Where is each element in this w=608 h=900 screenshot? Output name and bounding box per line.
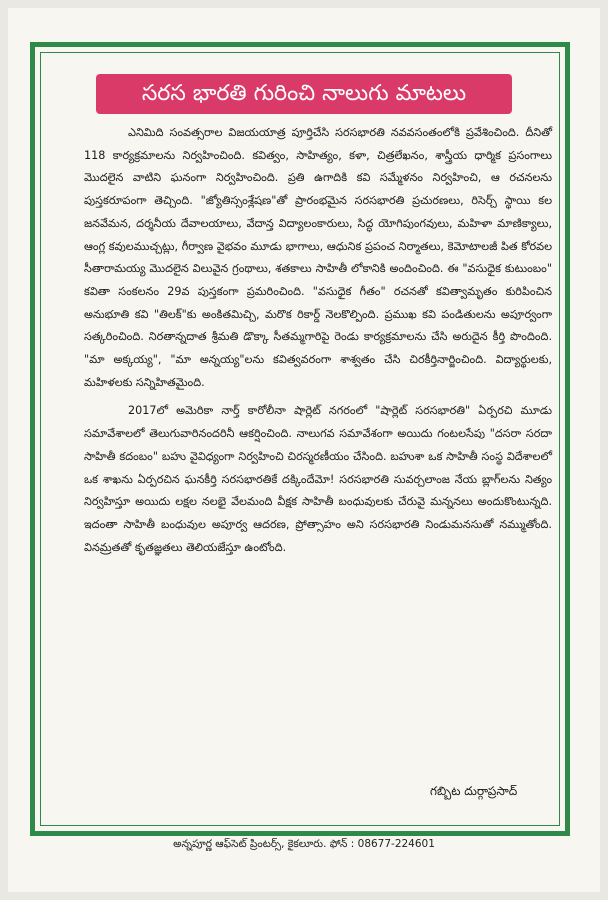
author-signature: గబ్బిట దుర్గాప్రసాద్: [430, 784, 518, 798]
paragraph-2: 2017లో అమెరికా నార్త్ కారోలీనా షార్లెట్ నగరంలో "షార్లెట్ సరసభారతి" ఏర్పరచి మూడు సమావేశాలలో తెలుగువారినందరినీ ఆకర్షించింది. నాలుగవ సమావేశంగా అయిదు గంటలసేపు "దసరా సరదా సాహితీ కదంబం" బహు వైవిధ్యంగా నిర్వహించి చిరస్మరణీయం చేసింది. బహుశా ఒక సాహితీ సంస్థ విదేశాలలో ఒక శాఖను ఏర్పరచిన ఘనకీర్తి సరసభారతికే దక్కిందేమో! సరసభారతి సువర్చలాంజ నేయ బ్లాగ్‌లను నిత్యం నిర్వహిస్తూ అయిదు లక్షల నలభై వేలమంది వీక్షక సాహితీ బంధువులకు చేరువై మన్ననలు అందుకొంటున్నది. ఇదంతా సాహితీ బంధువుల అపూర్వ ఆదరణ, ప్రోత్సాహం అని సరసభారతి నిండుమనసుతో నమ్ముతోంది. వినమ్రతతో కృతజ్ఞతలు తెలియజేస్తూ ఉంటోంది.: [84, 404, 552, 554]
paragraph-1: ఎనిమిది సంవత్సరాల విజయయాత్ర పూర్తిచేసి సరసభారతి నవవసంతంలోకి ప్రవేశించింది. దీనితో 118 కార్యక్రమాలను నిర్వహించింది. కవిత్వం, సాహిత్యం, కళా, చిత్రలేఖనం, శాస్త్రీయ ధార్మిక ప్రసంగాలు మొదలైన వాటిని ఘనంగా నిర్వహించింది. ప్రతి ఉగాదికి కవి సమ్మేళనం నిర్వహించి, ఆ రచనలను పుస్తకరూపంగా తెచ్చింది. "జ్యోతిస్సంశ్లేషణ"తో ప్రారంభమైన సరసభారతి ప్రచురణలు, రిసెర్చ్ స్థాయి కల జనవేమన, దర్శనీయ దేవాలయాలు, వేదాన్త విద్యాలంకారులు, సిద్ధ యోగిపుంగవులు, మహిళా మాణిక్యాలు, ఆంగ్ల కవులముచ్చట్లు, గీర్వాణ వైభవం మూడు భాగాలు, ఆధునిక ప్రపంచ నిర్మాతలు, కెమోటాలజీ పిత కోరవల సీతారామయ్య మొదలైన విలువైన గ్రంథాలు, శతకాలు సాహితీ లోకానికి అందించింది. ఈ "వసుధైక కుటుంబం" కవితా సంకలనం 29వ పుస్తకంగా ప్రమరించింది. "వసుధైక గీతం" రచనతో కవిత్వామృతం కురిపించిన అనుభూతి కవి "తిలక్"కు అంకితమిచ్చి, మరొక రికార్డ్ నెలకొల్పింది. ప్రముఖ కవి పండితులను అపూర్వంగా సత్కరించింది. నిరతాన్నదాత శ్రీమతి డొక్కా సీతమ్మగారిపై రెండు కార్యక్రమాలను చేసి అరుదైన కీర్తి పొందింది. "మా అక్కయ్య", "మా అన్నయ్య"లను కవిత్వవరంగా శాశ్వతం చేసి చిరకీర్తినార్జించింది. విద్యార్థులకు, మహిళలకు సన్నిహితమైంది.: [84, 126, 552, 389]
page-title: సరస భారతి గురించి నాలుగు మాటలు: [96, 74, 512, 114]
printer-footer: అన్నపూర్ణ ఆఫ్‌సెట్ ప్రింటర్స్, కైకలూరు. ఫోన్ : 08677-224601: [173, 838, 435, 850]
body-text: [84, 122, 552, 559]
